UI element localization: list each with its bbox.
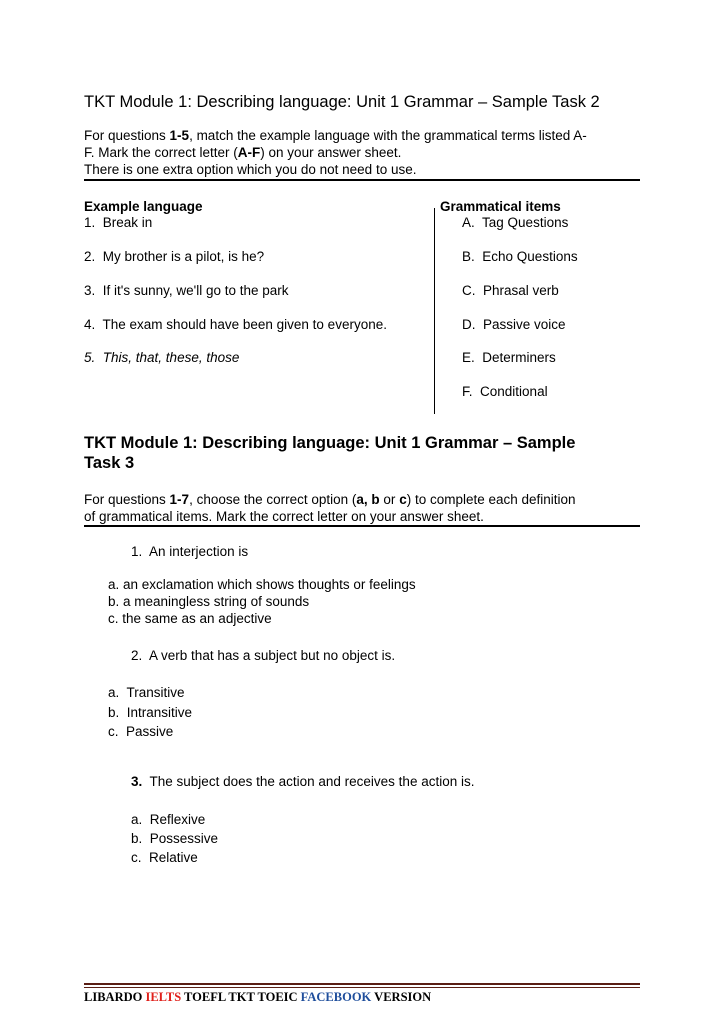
- divider: [84, 525, 640, 527]
- task2-instructions-line3: There is one extra option which you do not need to use.: [84, 162, 417, 177]
- task2-instructions-line2: F. Mark the correct letter (A-F) on your answer sheet.: [84, 145, 402, 160]
- task2-instructions-line1: For questions 1-5, match the example language with the grammatical terms listed A-: [84, 128, 587, 143]
- example-item: 2. My brother is a pilot, is he?: [84, 249, 265, 264]
- option: a. Reflexive: [131, 812, 206, 827]
- grammatical-item: F. Conditional: [462, 384, 548, 399]
- option: c. the same as an adjective: [108, 611, 272, 626]
- column-divider: [434, 208, 435, 414]
- example-item: 5. This, that, these, those: [84, 350, 240, 365]
- divider: [84, 179, 640, 181]
- task3-title-line2: Task 3: [84, 454, 135, 472]
- grammatical-item: C. Phrasal verb: [462, 283, 559, 298]
- example-item: 1. Break in: [84, 215, 153, 230]
- question-3: 3. The subject does the action and receives the action is.: [131, 774, 475, 789]
- example-language-header: Example language: [84, 199, 203, 214]
- option: b. Intransitive: [108, 705, 193, 720]
- question-2: 2. A verb that has a subject but no object is.: [131, 648, 396, 663]
- footer-rule: [84, 987, 640, 988]
- grammatical-items-header: Grammatical items: [440, 199, 561, 214]
- option: b. Possessive: [131, 831, 219, 846]
- grammatical-item: D. Passive voice: [462, 317, 566, 332]
- grammatical-item: A. Tag Questions: [462, 215, 569, 230]
- question-1: 1. An interjection is: [131, 544, 249, 559]
- grammatical-item: E. Determiners: [462, 350, 556, 365]
- option: a. Transitive: [108, 685, 185, 700]
- footer-rule: [84, 983, 640, 985]
- example-item: 4. The exam should have been given to everyone.: [84, 317, 387, 332]
- task3-instructions-line1: For questions 1-7, choose the correct option (a, b or c) to complete each definition: [84, 492, 576, 507]
- task2-title: TKT Module 1: Describing language: Unit 1 Grammar – Sample Task 2: [84, 93, 600, 111]
- option: c. Passive: [108, 724, 174, 739]
- option: b. a meaningless string of sounds: [108, 594, 310, 609]
- option: a. an exclamation which shows thoughts or feelings: [108, 577, 416, 592]
- task3-title-line1: TKT Module 1: Describing language: Unit 1 Grammar – Sample: [84, 434, 576, 452]
- footer-text: LIBARDO IELTS TOEFL TKT TOEIC FACEBOOK VERSION: [84, 990, 432, 1004]
- example-item: 3. If it's sunny, we'll go to the park: [84, 283, 289, 298]
- task3-instructions-line2: of grammatical items. Mark the correct letter on your answer sheet.: [84, 509, 484, 524]
- option: c. Relative: [131, 850, 198, 865]
- grammatical-item: B. Echo Questions: [462, 249, 578, 264]
